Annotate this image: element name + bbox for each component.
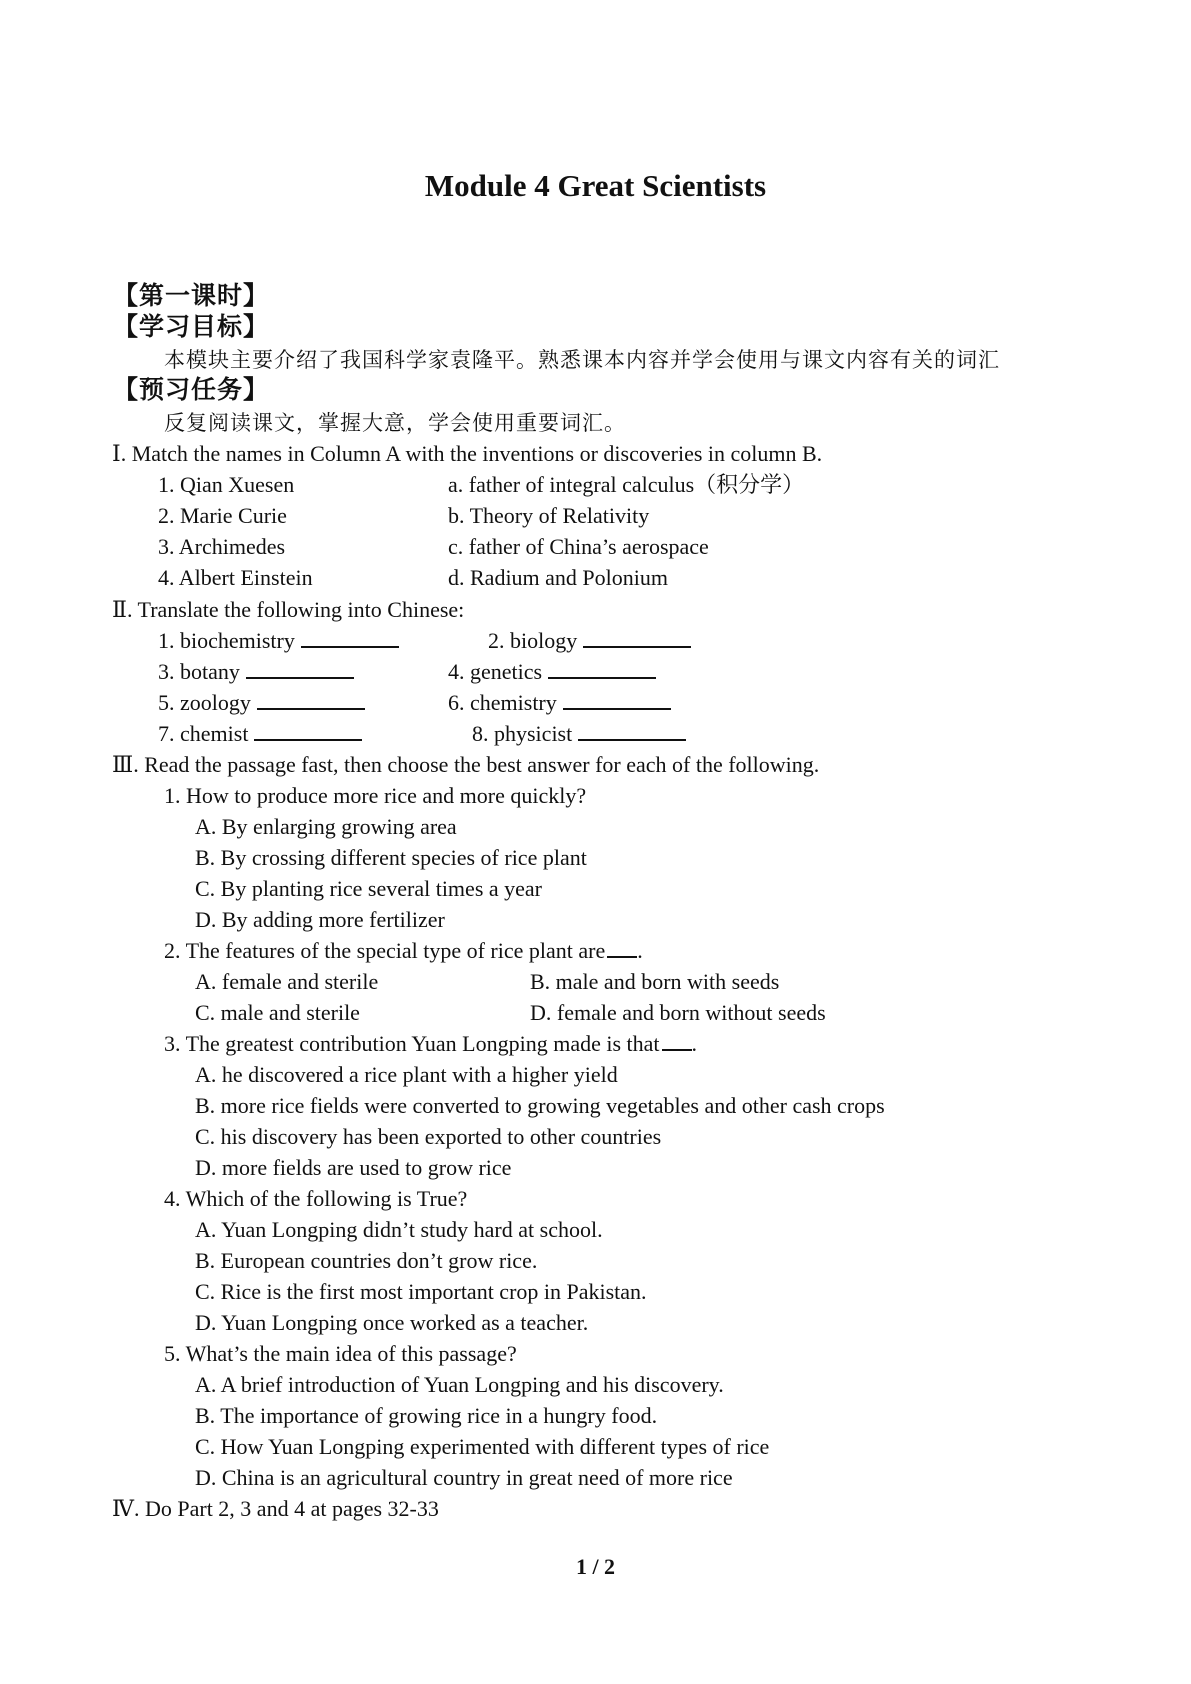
translate-word: 3. botany <box>158 659 240 684</box>
answer-option[interactable]: B. more rice fields were converted to growing vegetables and other cash crops <box>195 1093 885 1118</box>
goals-heading: 【学习目标】 <box>113 314 270 341</box>
question-stem-end: . <box>637 938 643 963</box>
answer-option[interactable]: A. he discovered a rice plant with a higher yield <box>195 1062 618 1087</box>
answer-option[interactable]: A. female and sterile <box>195 969 379 994</box>
answer-blank[interactable] <box>578 723 686 741</box>
answer-option[interactable]: C. How Yuan Longping experimented with different types of rice <box>195 1434 770 1459</box>
answer-option[interactable]: D. Yuan Longping once worked as a teacher. <box>195 1310 589 1335</box>
section-1-title: Ⅰ. Match the names in Column A with the inventions or discoveries in column B. <box>112 441 823 466</box>
translate-item <box>158 658 354 686</box>
answer-option[interactable]: A. Yuan Longping didn’t study hard at school. <box>195 1217 603 1242</box>
answer-option[interactable]: B. By crossing different species of rice plant <box>195 845 587 870</box>
answer-blank[interactable] <box>246 661 354 679</box>
translate-item <box>158 627 399 655</box>
answer-option[interactable]: B. The importance of growing rice in a hungry food. <box>195 1403 658 1428</box>
answer-blank[interactable] <box>254 723 362 741</box>
answer-option[interactable]: D. female and born without seeds <box>530 1000 826 1025</box>
translate-item <box>448 658 656 686</box>
section-3-title: Ⅲ. Read the passage fast, then choose the best answer for each of the following. <box>112 752 820 777</box>
goals-text: 本模块主要介绍了我国科学家袁隆平。熟悉课本内容并学会使用与课文内容有关的词汇 <box>164 348 1000 372</box>
translate-item <box>158 720 362 748</box>
answer-blank[interactable] <box>583 630 691 648</box>
answer-option[interactable]: D. more fields are used to grow rice <box>195 1155 512 1180</box>
translate-word: 8. physicist <box>472 721 573 746</box>
translate-item <box>488 627 691 655</box>
answer-option[interactable]: D. China is an agricultural country in great need of more rice <box>195 1465 733 1490</box>
answer-option[interactable]: D. By adding more fertilizer <box>195 907 445 932</box>
translate-word: 7. chemist <box>158 721 249 746</box>
question-stem-text: 2. The features of the special type of rice plant are <box>164 938 606 963</box>
question-stem-end: . <box>691 1031 698 1056</box>
answer-option[interactable]: C. By planting rice several times a year <box>195 876 542 901</box>
translate-item <box>158 689 365 717</box>
question-stem-text: 3. The greatest contribution Yuan Longping made is that <box>164 1031 660 1056</box>
answer-option[interactable]: C. his discovery has been exported to other countries <box>195 1124 662 1149</box>
translate-word: 6. chemistry <box>448 690 557 715</box>
answer-option[interactable]: C. male and sterile <box>195 1000 360 1025</box>
match-invention: b. Theory of Relativity <box>448 503 650 528</box>
page-number: 1 / 2 <box>575 1554 616 1579</box>
answer-option[interactable]: A. By enlarging growing area <box>195 814 457 839</box>
match-name: 3. Archimedes <box>158 534 286 559</box>
question-stem <box>164 937 643 965</box>
answer-blank[interactable] <box>548 661 656 679</box>
match-name: 2. Marie Curie <box>158 503 287 528</box>
answer-blank[interactable] <box>301 630 399 648</box>
answer-blank[interactable] <box>607 942 637 958</box>
match-name: 4. Albert Einstein <box>158 565 313 590</box>
lesson-heading: 【第一课时】 <box>113 283 270 310</box>
answer-option[interactable]: B. male and born with seeds <box>530 969 780 994</box>
translate-word: 4. genetics <box>448 659 543 684</box>
question-stem: 5. What’s the main idea of this passage? <box>164 1341 517 1366</box>
section-2-title: Ⅱ. Translate the following into Chinese: <box>112 597 465 622</box>
page-title: Module 4 Great Scientists <box>424 168 767 203</box>
answer-blank[interactable] <box>662 1035 692 1051</box>
translate-word: 1. biochemistry <box>158 628 295 653</box>
tasks-heading: 【预习任务】 <box>113 377 270 404</box>
match-name: 1. Qian Xuesen <box>158 472 295 497</box>
match-invention: a. father of integral calculus（积分学） <box>448 472 805 497</box>
answer-option[interactable]: A. A brief introduction of Yuan Longping and his discovery. <box>195 1372 724 1397</box>
answer-option[interactable]: C. Rice is the first most important crop in Pakistan. <box>195 1279 647 1304</box>
translate-item <box>448 689 671 717</box>
question-stem: 4. Which of the following is True? <box>164 1186 468 1211</box>
match-invention: c. father of China’s aerospace <box>448 534 709 559</box>
answer-blank[interactable] <box>257 692 365 710</box>
question-stem <box>164 1030 697 1058</box>
answer-option[interactable]: B. European countries don’t grow rice. <box>195 1248 538 1273</box>
question-stem: 1. How to produce more rice and more quickly? <box>164 783 587 808</box>
translate-word: 2. biology <box>488 628 578 653</box>
match-invention: d. Radium and Polonium <box>448 565 668 590</box>
tasks-text: 反复阅读课文，掌握大意，学会使用重要词汇。 <box>164 411 626 435</box>
answer-blank[interactable] <box>563 692 671 710</box>
translate-item <box>472 720 686 748</box>
translate-word: 5. zoology <box>158 690 251 715</box>
section-4-title: Ⅳ. Do Part 2, 3 and 4 at pages 32-33 <box>112 1496 439 1521</box>
